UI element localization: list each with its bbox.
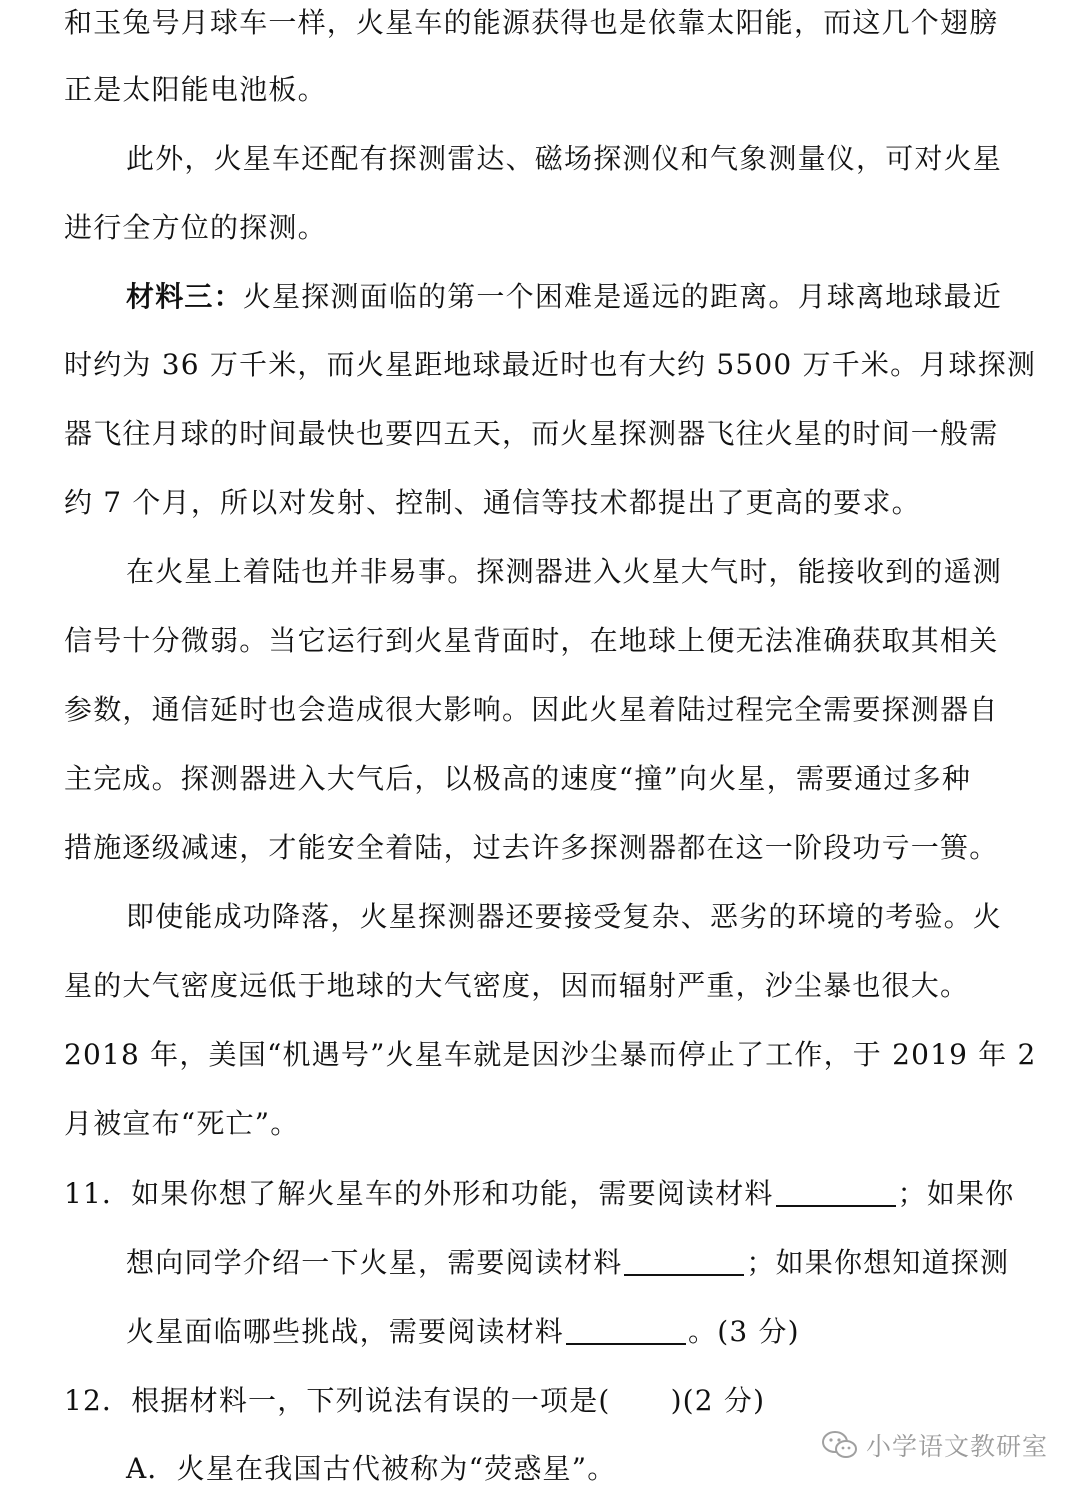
text-line: 正是太阳能电池板。 [64, 73, 327, 106]
question-12 [64, 1384, 1054, 1418]
wechat-icon [822, 1431, 858, 1459]
text-span: 火星面临哪些挑战，需要阅读材料 [126, 1315, 565, 1348]
text-line: 进行全方位的探测。 [64, 211, 327, 244]
text-line [126, 280, 1080, 314]
question-11 [64, 1177, 1054, 1211]
text-span: 想向同学介绍一下火星，需要阅读材料 [126, 1246, 623, 1279]
text-span: 如果你想了解火星车的外形和功能，需要阅读材料 [131, 1177, 774, 1210]
text-span: 。(3 分) [688, 1315, 800, 1348]
text-line: 时约为 36 万千米，而火星距地球最近时也有大约 5500 万千米。月球探测 [64, 348, 1037, 381]
watermark [822, 1427, 1048, 1463]
text-line: 此外，火星车还配有探测雷达、磁场探测仪和气象测量仪，可对火星 [126, 142, 1003, 175]
question-number: 11． [64, 1177, 132, 1210]
text-span: ；如果你想知道探测 [746, 1246, 1010, 1279]
text-span: ；如果你 [897, 1177, 1015, 1210]
text-line: 参数，通信延时也会造成很大影响。因此火星着陆过程完全需要探测器自 [64, 693, 999, 726]
question-number: 12． [64, 1384, 132, 1417]
text-span: 火星探测面临的第一个困难是遥远的距离。月球离地球最近 [242, 280, 1003, 313]
text-line: 2018 年，美国“机遇号”火星车就是因沙尘暴而停止了工作，于 2019 年 2 [64, 1038, 1037, 1071]
answer-blank[interactable] [776, 1179, 896, 1207]
answer-blank[interactable] [624, 1248, 744, 1276]
option-a: A．火星在我国古代被称为“荧惑星”。 [126, 1452, 617, 1485]
text-line: 星的大气密度远低于地球的大气密度，因而辐射严重，沙尘暴也很大。 [64, 969, 970, 1002]
text-line: 在火星上着陆也并非易事。探测器进入火星大气时，能接收到的遥测 [126, 555, 1003, 588]
text-line: 即使能成功降落，火星探测器还要接受复杂、恶劣的环境的考验。火 [126, 900, 1003, 933]
text-line: 措施逐级减速，才能安全着陆，过去许多探测器都在这一阶段功亏一篑。 [64, 831, 999, 864]
text-span: 根据材料一，下列说法有误的一项是( [131, 1384, 611, 1417]
question-11-line [126, 1315, 1080, 1349]
text-line: 器飞往月球的时间最快也要四五天，而火星探测器飞往火星的时间一般需 [64, 417, 999, 450]
text-line: 和玉兔号月球车一样，火星车的能源获得也是依靠太阳能，而这几个翅膀 [64, 6, 999, 39]
material-label: 材料三： [126, 280, 243, 313]
question-11-line [126, 1246, 1080, 1280]
text-span: )(2 分) [670, 1384, 766, 1417]
answer-blank[interactable] [566, 1317, 686, 1345]
text-line: 约 7 个月，所以对发射、控制、通信等技术都提出了更高的要求。 [64, 486, 921, 519]
watermark-text: 小学语文教研室 [865, 1432, 1048, 1461]
text-line: 信号十分微弱。当它运行到火星背面时，在地球上便无法准确获取其相关 [64, 624, 999, 657]
text-line: 主完成。探测器进入大气后，以极高的速度“撞”向火星，需要通过多种 [64, 762, 972, 795]
text-line: 月被宣布“死亡”。 [64, 1107, 300, 1140]
